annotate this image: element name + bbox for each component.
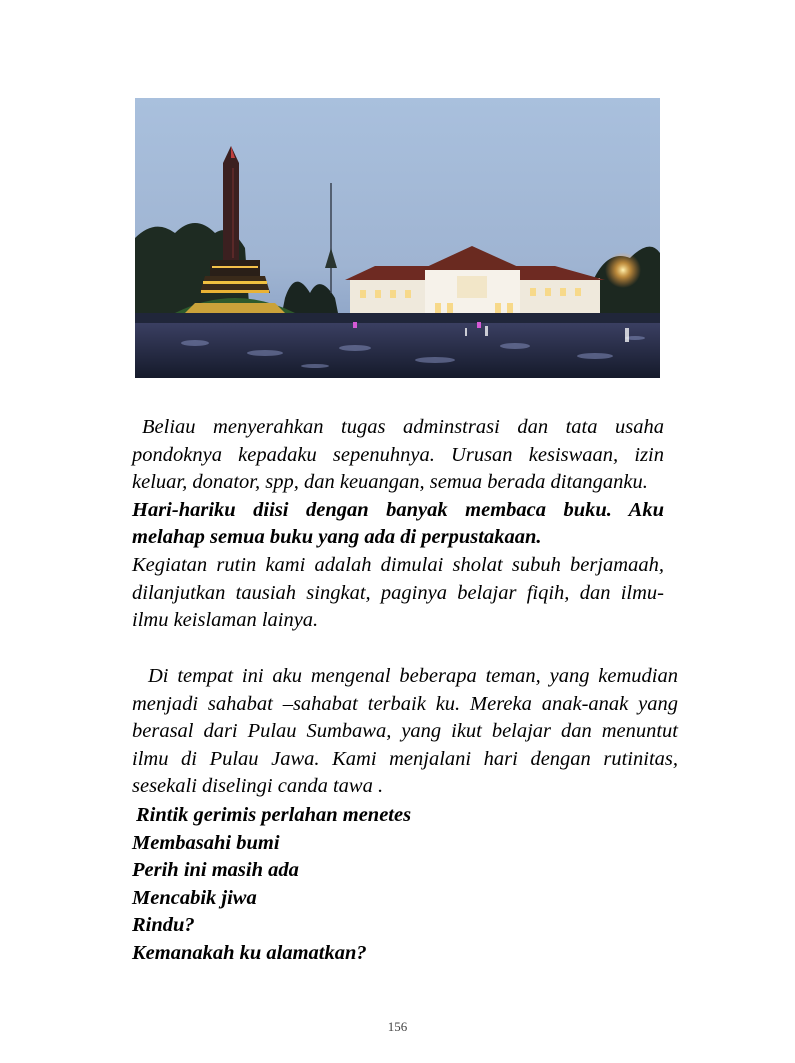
body-text-bottom [132,663,678,801]
paragraph-3: Kegiatan rutin kami adalah dimulai sholat subuh berjamaah, dilanjutkan tausiah singkat, paginya belajar fiqih, dan ilmu-ilmu keislaman lainya. [132,553,664,632]
body-text-top [132,414,664,635]
poem-line-6: Kemanakah ku alamatkan? [132,941,367,964]
paragraph-2: Hari-hariku diisi dengan banyak membaca buku. Aku melahap semua buku yang ada di perpustakaan. [132,498,664,549]
poem-line-3: Perih ini masih ada [132,859,299,882]
city-landmark-photo-icon [135,98,660,378]
poem-line-4: Mencabik jiwa [132,886,257,909]
poem-line-2: Membasahi bumi [132,831,280,854]
paragraph-4: Di tempat ini aku mengenal beberapa teman, yang kemudian menjadi sahabat –sahabat terbaik ku. Mereka anak-anak yang berasal dari Pulau Sumbawa, yang ikut belajar dan menuntut ilmu di Pulau Jawa. Kami menjalani hari dengan rutinitas, sesekali diselingi canda tawa . [132,665,678,798]
poem-line-5: Rindu? [132,914,195,937]
paragraph-1: Beliau menyerahkan tugas adminstrasi dan tata usaha pondoknya kepadaku sepenuhnya. Urusan kesiswaan, izin keluar, donator, spp, dan keuangan, semua berada ditanganku. [132,416,664,494]
poem-line-1: Rintik gerimis perlahan menetes [136,804,412,826]
page-number: 156 [387,1019,408,1034]
landmark-photo [135,98,660,378]
poem [132,802,664,968]
